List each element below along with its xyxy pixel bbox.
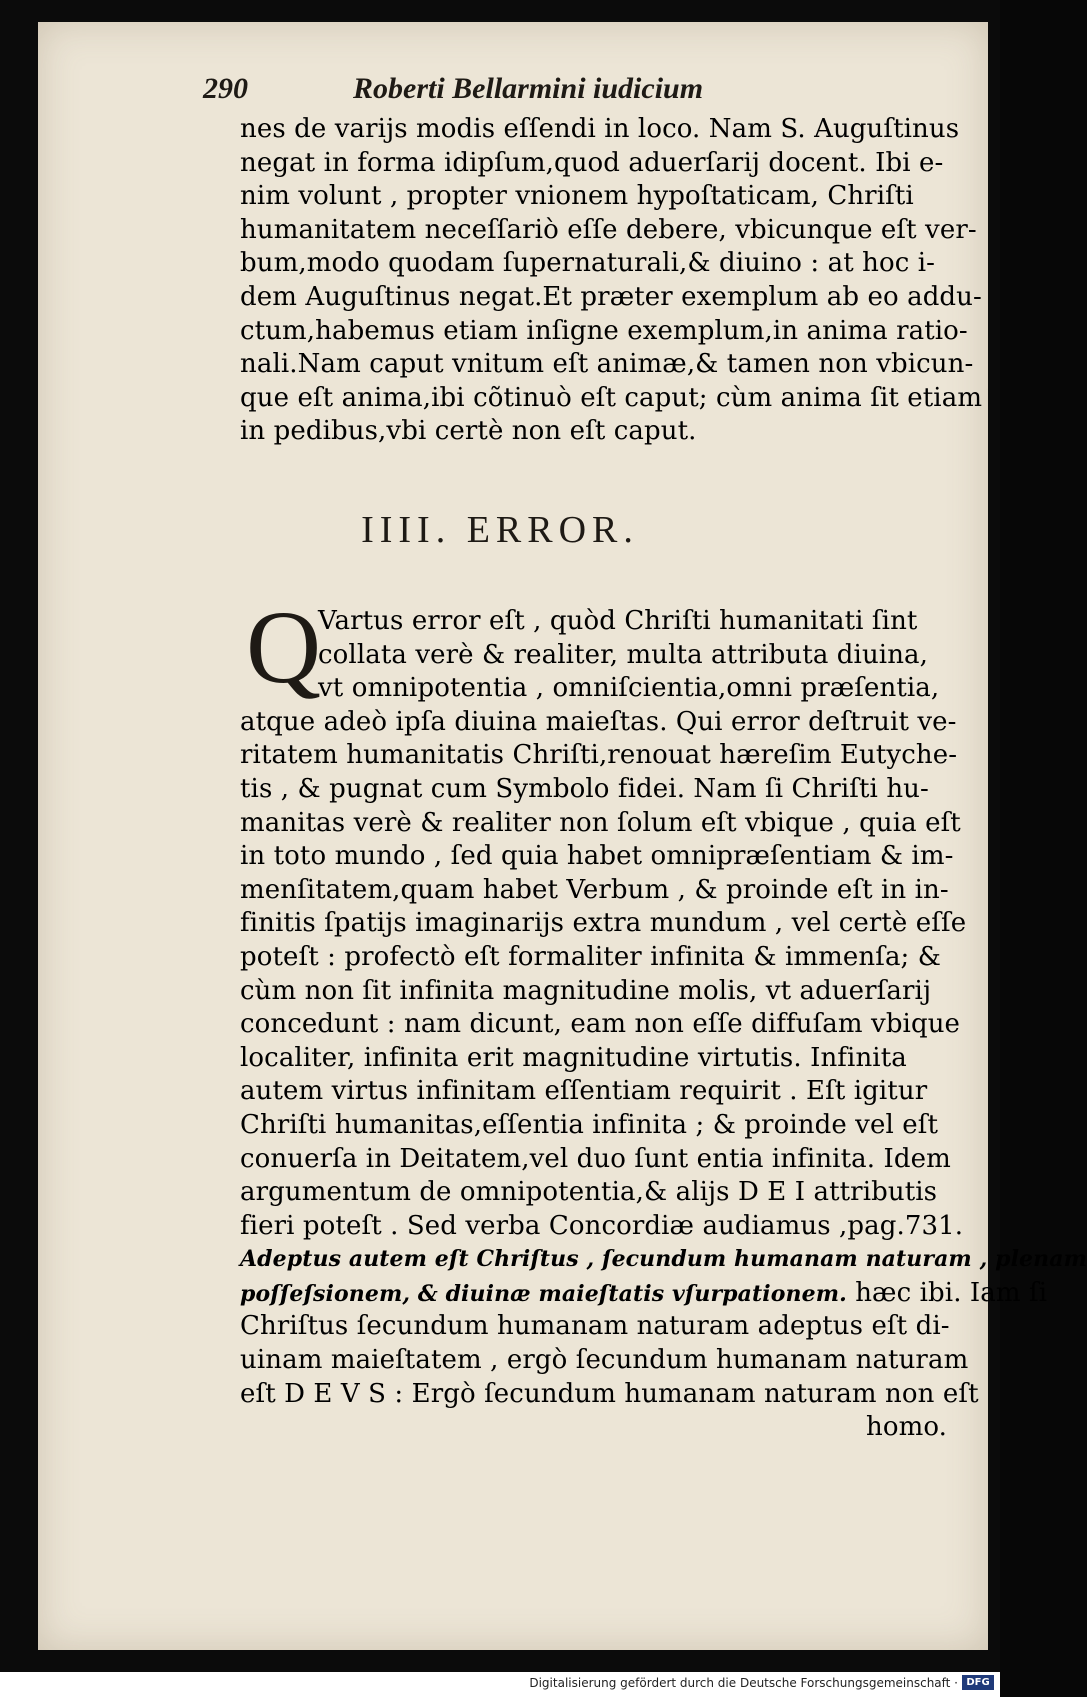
text-line: in pedibus,vbi certè non eſt caput.: [240, 416, 697, 447]
text-line: conuerſa in Deitatem,vel duo ſunt entia infinita. Idem: [240, 1143, 951, 1174]
paragraph-1: [240, 113, 983, 449]
text-line: nim volunt , propter vnionem hypoſtaticam, Chriſti: [240, 181, 914, 212]
text-line: ctum,habemus etiam inſigne exemplum,in anima ratio-: [240, 315, 968, 346]
text-line: que eſt anima,ibi cõtinuò eſt caput; cùm anima ſit etiam: [240, 382, 983, 413]
text-line: Vartus error eſt , quòd Chriſti humanitati ſint: [318, 606, 918, 636]
text-line: menſitatem,quam habet Verbum , & proinde eſt in in-: [240, 874, 949, 905]
text-line: dem Auguſtinus negat.Et præter exemplum ab eo addu-: [240, 281, 982, 312]
text-line: collata verè & realiter, multa attributa diuina,: [318, 639, 929, 670]
text-line: manitas verè & realiter non ſolum eſt vbique , quia eſt: [240, 807, 961, 838]
text-line: poteſt : profectò eſt formaliter infinita & immenſa; &: [240, 941, 942, 972]
running-head: [203, 72, 903, 112]
text-line: Chriſtus ſecundum humanam naturam adeptus eſt di-: [240, 1311, 950, 1342]
text-line: humanitatem neceſſariò eſſe debere, vbicunque eſt ver-: [240, 214, 977, 245]
text-line: in toto mundo , ſed quia habet omnipræſentiam & im-: [240, 841, 954, 872]
text-line: tis , & pugnat cum Symbolo fidei. Nam ſi Chriſti hu-: [240, 773, 929, 804]
text-line: fieri poteſt . Sed verba Concordiæ audiamus ,pag.731.: [240, 1210, 964, 1241]
text-line: cùm non ſit infinita magnitudine molis, vt aduerſarij: [240, 975, 932, 1006]
section-heading: IIII. ERROR.: [361, 509, 639, 551]
text-line: concedunt : nam dicunt, eam non eſſe diffuſam vbique: [240, 1009, 961, 1040]
text-line: uinam maieſtatem , ergò ſecundum humanam naturam: [240, 1345, 969, 1376]
paragraph-2: [240, 605, 1087, 1445]
final-word: homo.: [865, 1412, 947, 1443]
quotation-line: Adeptus autem eſt Chriſtus , ſecundum humanam naturam , plenam: [240, 1246, 1087, 1273]
text-line: bum,modo quodam ſupernaturali,& diuino : at hoc i-: [240, 248, 936, 279]
text-line: autem virtus infinitam eſſentiam requirit . Eſt igitur: [240, 1076, 928, 1107]
text-line: vt omnipotentia , omniſcientia,omni præſentia,: [318, 673, 940, 704]
text-line: nes de varijs modis eſſendi in loco. Nam S. Auguſtinus: [240, 114, 960, 144]
text-line: localiter, infinita erit magnitudine virtutis. Infinita: [240, 1042, 907, 1073]
mixed-line: [240, 1277, 1048, 1311]
page-number: 290: [203, 72, 248, 105]
text-line: Chriſti humanitas,eſſentia infinita ; & proinde vel eſt: [240, 1109, 938, 1140]
text-line: negat in forma idipſum,quod aduerſarij docent. Ibi e-: [240, 147, 944, 178]
dfg-logo-icon: DFG: [962, 1675, 994, 1690]
footer-credit: Digitalisierung gefördert durch die Deutsche Forschungsgemeinschaft ·: [529, 1676, 958, 1690]
drop-capital: Q: [246, 590, 322, 705]
text-line: nali.Nam caput vnitum eſt animæ,& tamen non vbicun-: [240, 349, 974, 380]
text-line: eſt D E V S : Ergò ſecundum humanam naturam non eſt: [240, 1378, 979, 1409]
text-line: atque adeò ipſa diuina maieſtas. Qui error deſtruit ve-: [240, 706, 957, 737]
text-line: argumentum de omnipotentia,& alijs D E I attributis: [240, 1177, 938, 1208]
text-fragment: hæc ibi. Iam ſi: [846, 1277, 1048, 1308]
text-line: finitis ſpatijs imaginarijs extra mundum , vel certè eſſe: [240, 908, 967, 939]
running-title: Roberti Bellarmini iudicium: [353, 72, 704, 105]
text-line: ritatem humanitatis Chriſti,renouat hæreſim Eutyche-: [240, 740, 958, 771]
quotation-fragment: poſſeſsionem, & diuinæ maieſtatis vſurpationem.: [240, 1280, 847, 1307]
